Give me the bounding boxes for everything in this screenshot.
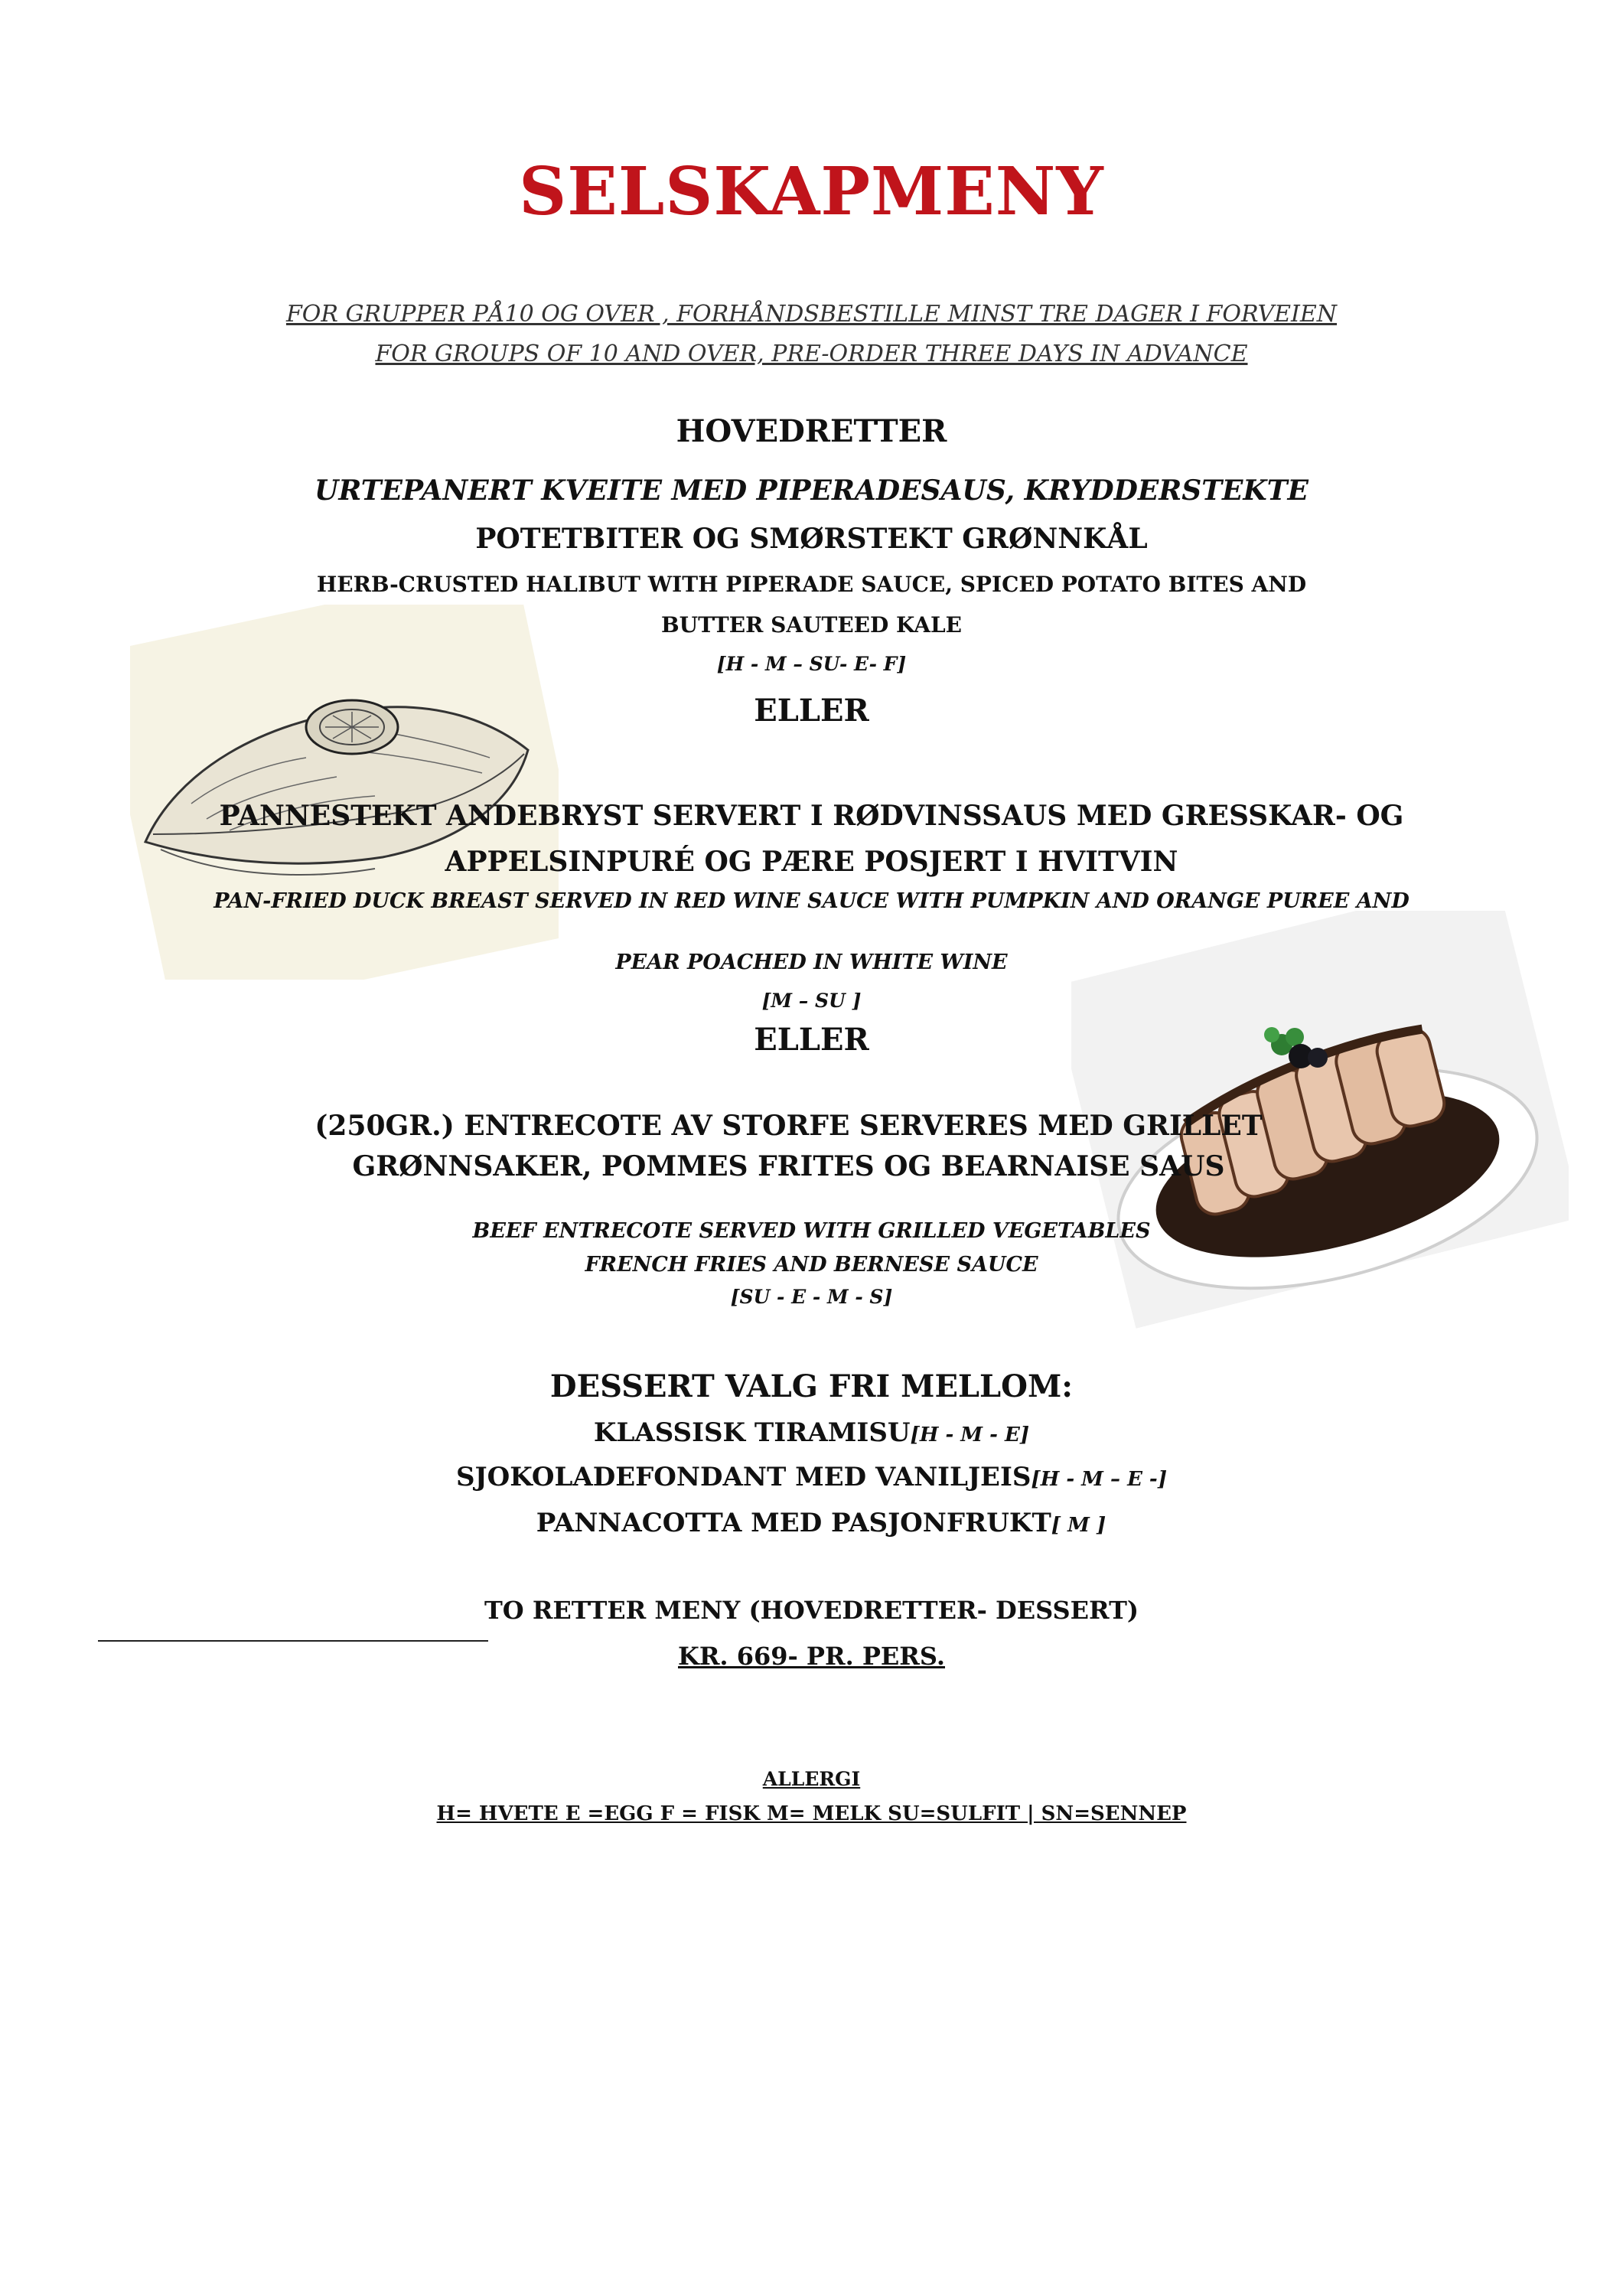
menu-description: TO RETTER MENY (HOVEDRETTER- DESSERT): [484, 1596, 1139, 1625]
dish2-norwegian-line2: APPELSINPURÉ OG PÆRE POSJERT I HVITVIN: [445, 846, 1178, 878]
subtitle-english: FOR GROUPS OF 10 AND OVER, PRE-ORDER THREE DAYS IN ADVANCE: [375, 341, 1248, 367]
allergy-heading: ALLERGI: [762, 1768, 861, 1790]
menu-title: SELSKAPMENY: [519, 153, 1104, 230]
dessert-item: [0, 1417, 1623, 1448]
dish1-english-line1: HERB-CRUSTED HALIBUT WITH PIPERADE SAUCE, SPICED POTATO BITES AND: [316, 572, 1307, 597]
dessert-item-name: PANNACOTTA MED PASJONFRUKT: [536, 1508, 1051, 1538]
dish3-english-line2: FRENCH FRIES AND BERNESE SAUCE: [585, 1253, 1038, 1277]
or-divider-2: ELLER: [754, 1022, 869, 1058]
dish2-norwegian-line1: PANNESTEKT ANDEBRYST SERVERT I RØDVINSSAUS MED GRESSKAR- OG: [219, 800, 1404, 832]
or-divider-1: ELLER: [754, 693, 869, 729]
dish3-allergens: [SU - E - M - S]: [730, 1286, 893, 1308]
dish1-allergens: [H - M – SU- E- F]: [716, 653, 907, 675]
dish2-english-line2: PEAR POACHED IN WHITE WINE: [615, 951, 1008, 974]
dessert-item: [0, 1508, 1623, 1538]
dish3-norwegian-line1: (250GR.) ENTRECOTE AV STORFE SERVERES MED GRILLET: [314, 1110, 1263, 1142]
dish2-allergens: [M – SU ]: [761, 990, 862, 1012]
dessert-item-allergens: [ M ]: [1051, 1514, 1106, 1537]
dessert-item-allergens: [H - M - E]: [910, 1424, 1030, 1446]
section-main-courses: HOVEDRETTER: [676, 413, 947, 449]
dish1-norwegian-line2: POTETBITER OG SMØRSTEKT GRØNNKÅL: [475, 523, 1148, 555]
dessert-item-allergens: [H - M – E -]: [1031, 1468, 1168, 1491]
subtitle-norwegian: FOR GRUPPER PÅ10 OG OVER , FORHÅNDSBESTILLE MINST TRE DAGER I FORVEIEN: [285, 301, 1338, 328]
dessert-heading: DESSERT VALG FRI MELLOM:: [549, 1368, 1074, 1404]
dish2-english-line1: PAN-FRIED DUCK BREAST SERVED IN RED WINE SAUCE WITH PUMPKIN AND ORANGE PUREE AND: [213, 889, 1410, 913]
dish1-norwegian-line1: URTEPANERT KVEITE MED PIPERADESAUS, KRYDDERSTEKTE: [314, 475, 1309, 507]
dish1-english-line2: BUTTER SAUTEED KALE: [661, 612, 962, 638]
menu-price: KR. 669- PR. PERS.: [678, 1642, 945, 1671]
dessert-item-name: SJOKOLADEFONDANT MED VANILJEIS: [455, 1462, 1031, 1492]
dessert-item: [0, 1462, 1623, 1492]
dish3-norwegian-line2: GRØNNSAKER, POMMES FRITES OG BEARNAISE SAUS: [352, 1150, 1225, 1182]
allergy-legend: H= HVETE E =EGG F = FISK M= MELK SU=SULFIT | SN=SENNEP: [436, 1802, 1187, 1825]
dish3-english-line1: BEEF ENTRECOTE SERVED WITH GRILLED VEGETABLES: [472, 1219, 1151, 1243]
dessert-item-name: KLASSISK TIRAMISU: [593, 1417, 911, 1448]
